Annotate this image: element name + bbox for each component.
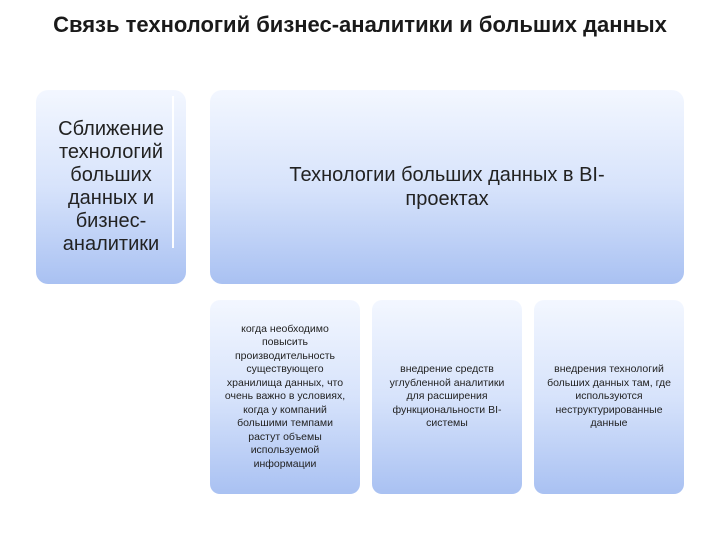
slide-title: Связь технологий бизнес-аналитики и больших данных <box>53 12 667 37</box>
main-box <box>210 90 684 284</box>
main-box-text: Технологии больших данных в BI-проектах <box>289 164 605 210</box>
vertical-divider <box>172 96 174 248</box>
sub-box-1 <box>210 300 360 494</box>
left-box <box>36 90 186 284</box>
sub-box-2 <box>372 300 522 494</box>
left-box-text: Сближение технологий больших данных и бизнес-аналитики <box>58 118 164 255</box>
sub-box-1-text: когда необходимо повысить производительность существующего хранилища данных, что очень важно в условиях, когда у компаний большими темпами растут объемы используемой информации <box>224 322 346 470</box>
sub-box-2-text: внедрение средств углубленной аналитики для расширения функциональности BI-системы <box>389 363 505 430</box>
sub-box-3 <box>534 300 684 494</box>
sub-box-3-text: внедрения технологий больших данных там, где используются неструктурированные данные <box>547 363 671 430</box>
